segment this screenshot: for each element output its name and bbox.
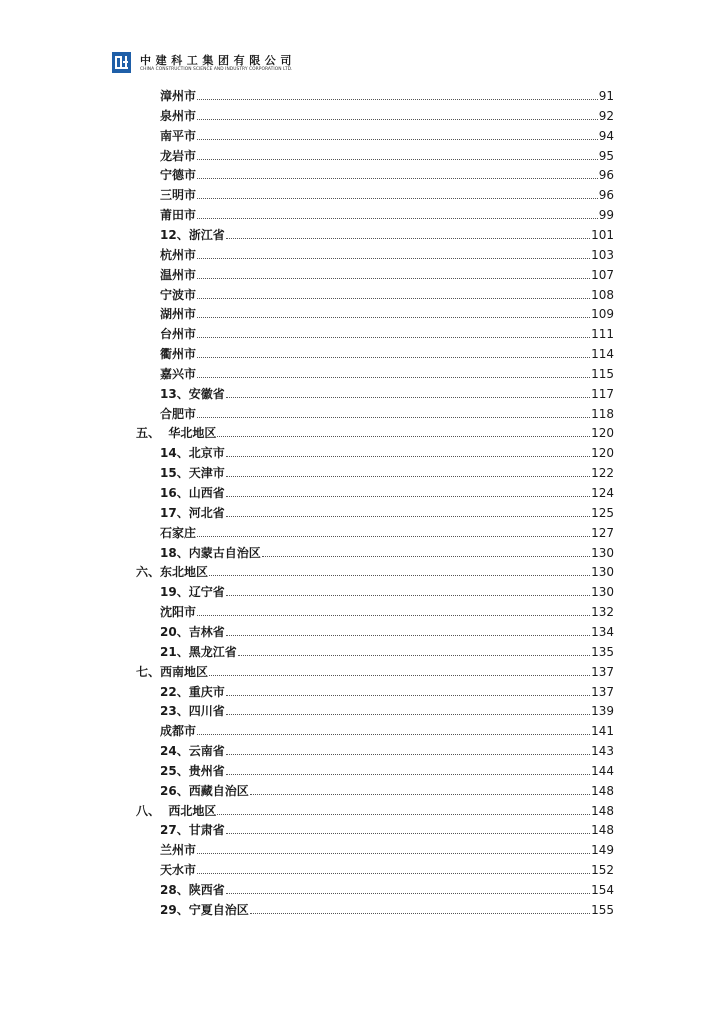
toc-entry-label: 衢州市 [160,344,197,364]
toc-entry-page-number: 139 [590,701,614,721]
toc-entry-label: 五、 华北地区 [136,423,217,443]
toc-entry[interactable] [0,761,724,781]
toc-entry-label: 20、吉林省 [160,622,226,642]
toc-entry-page-number: 125 [590,503,614,523]
toc-entry-page-number: 148 [590,781,614,801]
toc-dot-leader [226,476,590,477]
toc-entry-label: 石家庄 [160,523,197,543]
cscec-logo-icon [112,52,131,73]
toc-dot-leader [226,397,590,398]
toc-entry-label: 21、黑龙江省 [160,642,238,662]
toc-dot-leader [197,198,598,199]
toc-dot-leader [197,99,598,100]
toc-dot-leader [226,774,590,775]
toc-entry-page-number: 120 [590,443,614,463]
toc-entry[interactable] [0,384,724,404]
toc-dot-leader [250,913,590,914]
toc-entry-label: 12、浙江省 [160,225,226,245]
toc-entry-page-number: 107 [590,265,614,285]
toc-dot-leader [197,258,590,259]
toc-dot-leader [197,317,590,318]
toc-entry-page-number: 148 [590,820,614,840]
toc-entry[interactable] [0,721,724,741]
toc-entry-page-number: 152 [590,860,614,880]
toc-dot-leader [197,298,590,299]
toc-entry-page-number: 114 [590,344,614,364]
toc-entry-page-number: 92 [598,106,614,126]
toc-dot-leader [197,119,598,120]
toc-entry[interactable] [0,324,724,344]
toc-entry-page-number: 122 [590,463,614,483]
toc-dot-leader [226,456,590,457]
toc-entry[interactable] [0,463,724,483]
toc-entry[interactable] [0,701,724,721]
toc-dot-leader [197,853,590,854]
toc-entry-label: 沈阳市 [160,602,197,622]
toc-entry-page-number: 108 [590,285,614,305]
toc-entry-page-number: 135 [590,642,614,662]
toc-dot-leader [226,754,590,755]
toc-entry[interactable] [0,245,724,265]
toc-entry[interactable] [0,840,724,860]
toc-entry-label: 成都市 [160,721,197,741]
page-header [112,52,352,74]
toc-entry[interactable] [0,562,724,582]
toc-dot-leader [197,377,590,378]
toc-entry-label: 天水市 [160,860,197,880]
toc-entry[interactable] [0,225,724,245]
toc-entry-label: 六、东北地区 [136,562,209,582]
toc-entry-label: 嘉兴市 [160,364,197,384]
toc-entry[interactable] [0,662,724,682]
toc-entry-label: 14、北京市 [160,443,226,463]
toc-entry-label: 温州市 [160,265,197,285]
toc-dot-leader [226,635,590,636]
toc-dot-leader [197,615,590,616]
toc-entry[interactable] [0,265,724,285]
toc-entry[interactable] [0,404,724,424]
toc-entry[interactable] [0,622,724,642]
toc-entry[interactable] [0,801,724,821]
toc-entry-page-number: 132 [590,602,614,622]
toc-entry[interactable] [0,304,724,324]
toc-entry-label: 28、陕西省 [160,880,226,900]
toc-entry-page-number: 115 [590,364,614,384]
toc-entry[interactable] [0,364,724,384]
toc-entry-label: 杭州市 [160,245,197,265]
toc-entry-label: 宁波市 [160,285,197,305]
toc-entry[interactable] [0,285,724,305]
toc-entry-page-number: 96 [598,165,614,185]
toc-entry-label: 23、四川省 [160,701,226,721]
toc-entry-label: 合肥市 [160,404,197,424]
toc-dot-leader [217,814,590,815]
toc-entry-page-number: 155 [590,900,614,920]
toc-entry-label: 南平市 [160,126,197,146]
toc-dot-leader [226,893,590,894]
toc-entry-label: 26、西藏自治区 [160,781,250,801]
toc-entry-page-number: 154 [590,880,614,900]
toc-entry-label: 泉州市 [160,106,197,126]
toc-entry[interactable] [0,781,724,801]
toc-dot-leader [262,556,590,557]
toc-entry-label: 漳州市 [160,86,197,106]
toc-entry-label: 15、天津市 [160,463,226,483]
toc-entry-page-number: 118 [590,404,614,424]
toc-dot-leader [226,695,590,696]
toc-entry-label: 莆田市 [160,205,197,225]
toc-entry[interactable] [0,443,724,463]
toc-entry-page-number: 141 [590,721,614,741]
toc-dot-leader [238,655,590,656]
company-name-cn: 中建科工集团有限公司 [140,54,296,67]
toc-entry-page-number: 91 [598,86,614,106]
toc-dot-leader [197,218,598,219]
toc-entry-label: 龙岩市 [160,146,197,166]
toc-entry-page-number: 111 [590,324,614,344]
toc-dot-leader [197,139,598,140]
toc-entry-page-number: 96 [598,185,614,205]
toc-entry-label: 台州市 [160,324,197,344]
toc-dot-leader [197,873,590,874]
toc-entry-page-number: 120 [590,423,614,443]
toc-entry[interactable] [0,642,724,662]
toc-entry-label: 13、安徽省 [160,384,226,404]
toc-entry-page-number: 143 [590,741,614,761]
toc-entry-label: 七、西南地区 [136,662,209,682]
toc-entry[interactable] [0,185,724,205]
toc-dot-leader [209,575,590,576]
toc-entry[interactable] [0,126,724,146]
toc-entry[interactable] [0,582,724,602]
toc-entry-page-number: 127 [590,523,614,543]
toc-entry-label: 18、内蒙古自治区 [160,543,262,563]
toc-entry-label: 兰州市 [160,840,197,860]
toc-entry-label: 25、贵州省 [160,761,226,781]
toc-dot-leader [226,833,590,834]
toc-dot-leader [197,159,598,160]
toc-entry[interactable] [0,106,724,126]
toc-dot-leader [217,436,590,437]
toc-entry[interactable] [0,86,724,106]
toc-entry[interactable] [0,820,724,840]
toc-entry-page-number: 95 [598,146,614,166]
toc-entry-page-number: 137 [590,662,614,682]
toc-entry-page-number: 124 [590,483,614,503]
toc-entry[interactable] [0,741,724,761]
toc-entry[interactable] [0,602,724,622]
toc-entry-page-number: 137 [590,682,614,702]
toc-entry[interactable] [0,503,724,523]
toc-entry[interactable] [0,860,724,880]
toc-dot-leader [197,536,590,537]
toc-dot-leader [197,417,590,418]
toc-entry-page-number: 149 [590,840,614,860]
toc-entry-label: 16、山西省 [160,483,226,503]
toc-entry-page-number: 103 [590,245,614,265]
toc-dot-leader [197,278,590,279]
toc-dot-leader [197,357,590,358]
toc-entry-page-number: 130 [590,582,614,602]
company-name-en: CHINA CONSTRUCTION SCIENCE AND INDUSTRY CORPORATION LTD. [140,67,293,72]
toc-dot-leader [197,178,598,179]
toc-dot-leader [226,595,590,596]
toc-dot-leader [226,516,590,517]
toc-entry-page-number: 117 [590,384,614,404]
toc-entry[interactable] [0,344,724,364]
toc-entry-label: 19、辽宁省 [160,582,226,602]
toc-entry[interactable] [0,880,724,900]
toc-entry-label: 三明市 [160,185,197,205]
toc-entry[interactable] [0,682,724,702]
toc-entry-label: 17、河北省 [160,503,226,523]
toc-entry[interactable] [0,523,724,543]
toc-entry-page-number: 130 [590,562,614,582]
toc-entry-label: 湖州市 [160,304,197,324]
toc-entry-page-number: 148 [590,801,614,821]
toc-entry-page-number: 101 [590,225,614,245]
toc-entry-page-number: 144 [590,761,614,781]
toc-entry-label: 22、重庆市 [160,682,226,702]
toc-entry-page-number: 109 [590,304,614,324]
toc-dot-leader [226,714,590,715]
toc-dot-leader [209,675,590,676]
toc-entry-label: 27、甘肃省 [160,820,226,840]
toc-entry-page-number: 134 [590,622,614,642]
toc-entry-page-number: 99 [598,205,614,225]
toc-entry[interactable] [0,165,724,185]
toc-entry-label: 29、宁夏自治区 [160,900,250,920]
toc-entry-page-number: 94 [598,126,614,146]
toc-entry[interactable] [0,205,724,225]
toc-entry-label: 24、云南省 [160,741,226,761]
toc-entry-label: 宁德市 [160,165,197,185]
toc-dot-leader [226,238,590,239]
toc-entry[interactable] [0,483,724,503]
toc-entry-page-number: 130 [590,543,614,563]
toc-entry[interactable] [0,543,724,563]
toc-entry[interactable] [0,146,724,166]
toc-entry[interactable] [0,423,724,443]
toc-dot-leader [197,734,590,735]
toc-entry[interactable] [0,900,724,920]
toc-dot-leader [250,794,590,795]
toc-entry-label: 八、 西北地区 [136,801,217,821]
toc-dot-leader [197,337,590,338]
toc-dot-leader [226,496,590,497]
